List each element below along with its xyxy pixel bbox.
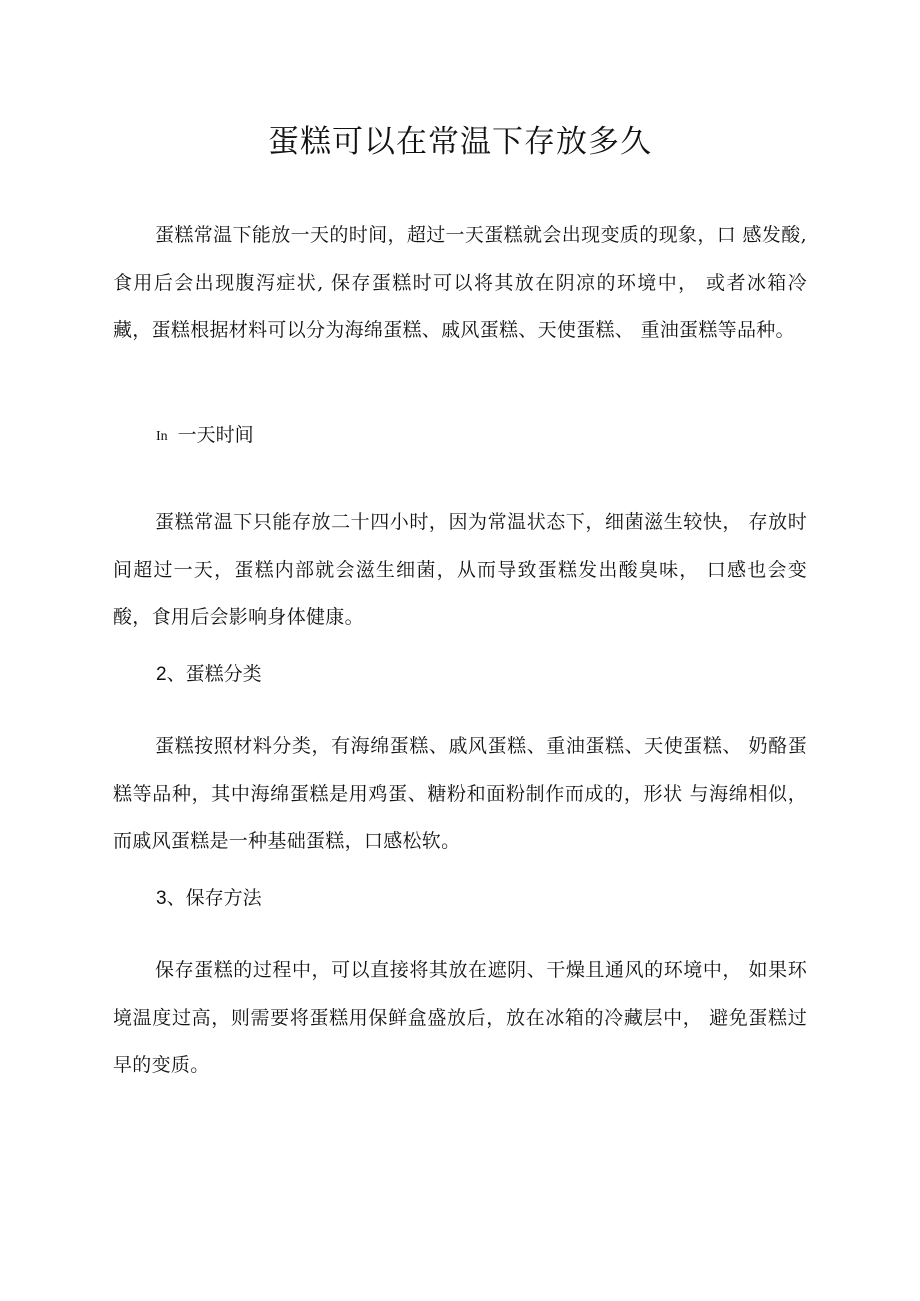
section-heading-text-3: 保存方法 <box>185 887 262 909</box>
section-marker-3: 3、 <box>156 888 186 909</box>
section-marker-2: 2、 <box>156 664 186 685</box>
section-heading-text-1: 一天时间 <box>177 424 254 446</box>
intro-paragraph: 蛋糕常温下能放一天的时间，超过一天蛋糕就会出现变质的现象，口 感发酸, 食用后会出现腹泻症状, 保存蛋糕时可以将其放在阴凉的环境中， 或者冰箱冷藏，蛋糕根据材料可以分为海绵蛋糕、戚风蛋糕、天使蛋糕、 重油蛋糕等品种。 <box>113 224 807 341</box>
document-title: 蛋糕可以在常温下存放多久 <box>268 124 652 160</box>
section-marker-1: In <box>156 429 168 444</box>
section-heading-text-2: 蛋糕分类 <box>185 663 262 685</box>
section-heading-3 <box>156 884 262 913</box>
section-body-3: 保存蛋糕的过程中，可以直接将其放在遮阴、干燥且通风的环境中， 如果环境温度过高，则需要将蛋糕用保鲜盒盛放后，放在冰箱的冷藏层中， 避免蛋糕过早的变质。 <box>113 959 807 1076</box>
section-body-1: 蛋糕常温下只能存放二十四小时，因为常温状态下，细菌滋生较快， 存放时间超过一天，蛋糕内部就会滋生细菌，从而导致蛋糕发出酸臭味， 口感也会变酸，食用后会影响身体健康。 <box>113 511 807 628</box>
section-heading-2 <box>156 660 262 689</box>
section-heading-1 <box>156 421 254 451</box>
section-body-2: 蛋糕按照材料分类，有海绵蛋糕、戚风蛋糕、重油蛋糕、天使蛋糕、 奶酪蛋糕等品种，其中海绵蛋糕是用鸡蛋、糖粉和面粉制作而成的，形状 与海绵相似，而戚风蛋糕是一种基础蛋糕，口感松软。 <box>113 735 807 852</box>
